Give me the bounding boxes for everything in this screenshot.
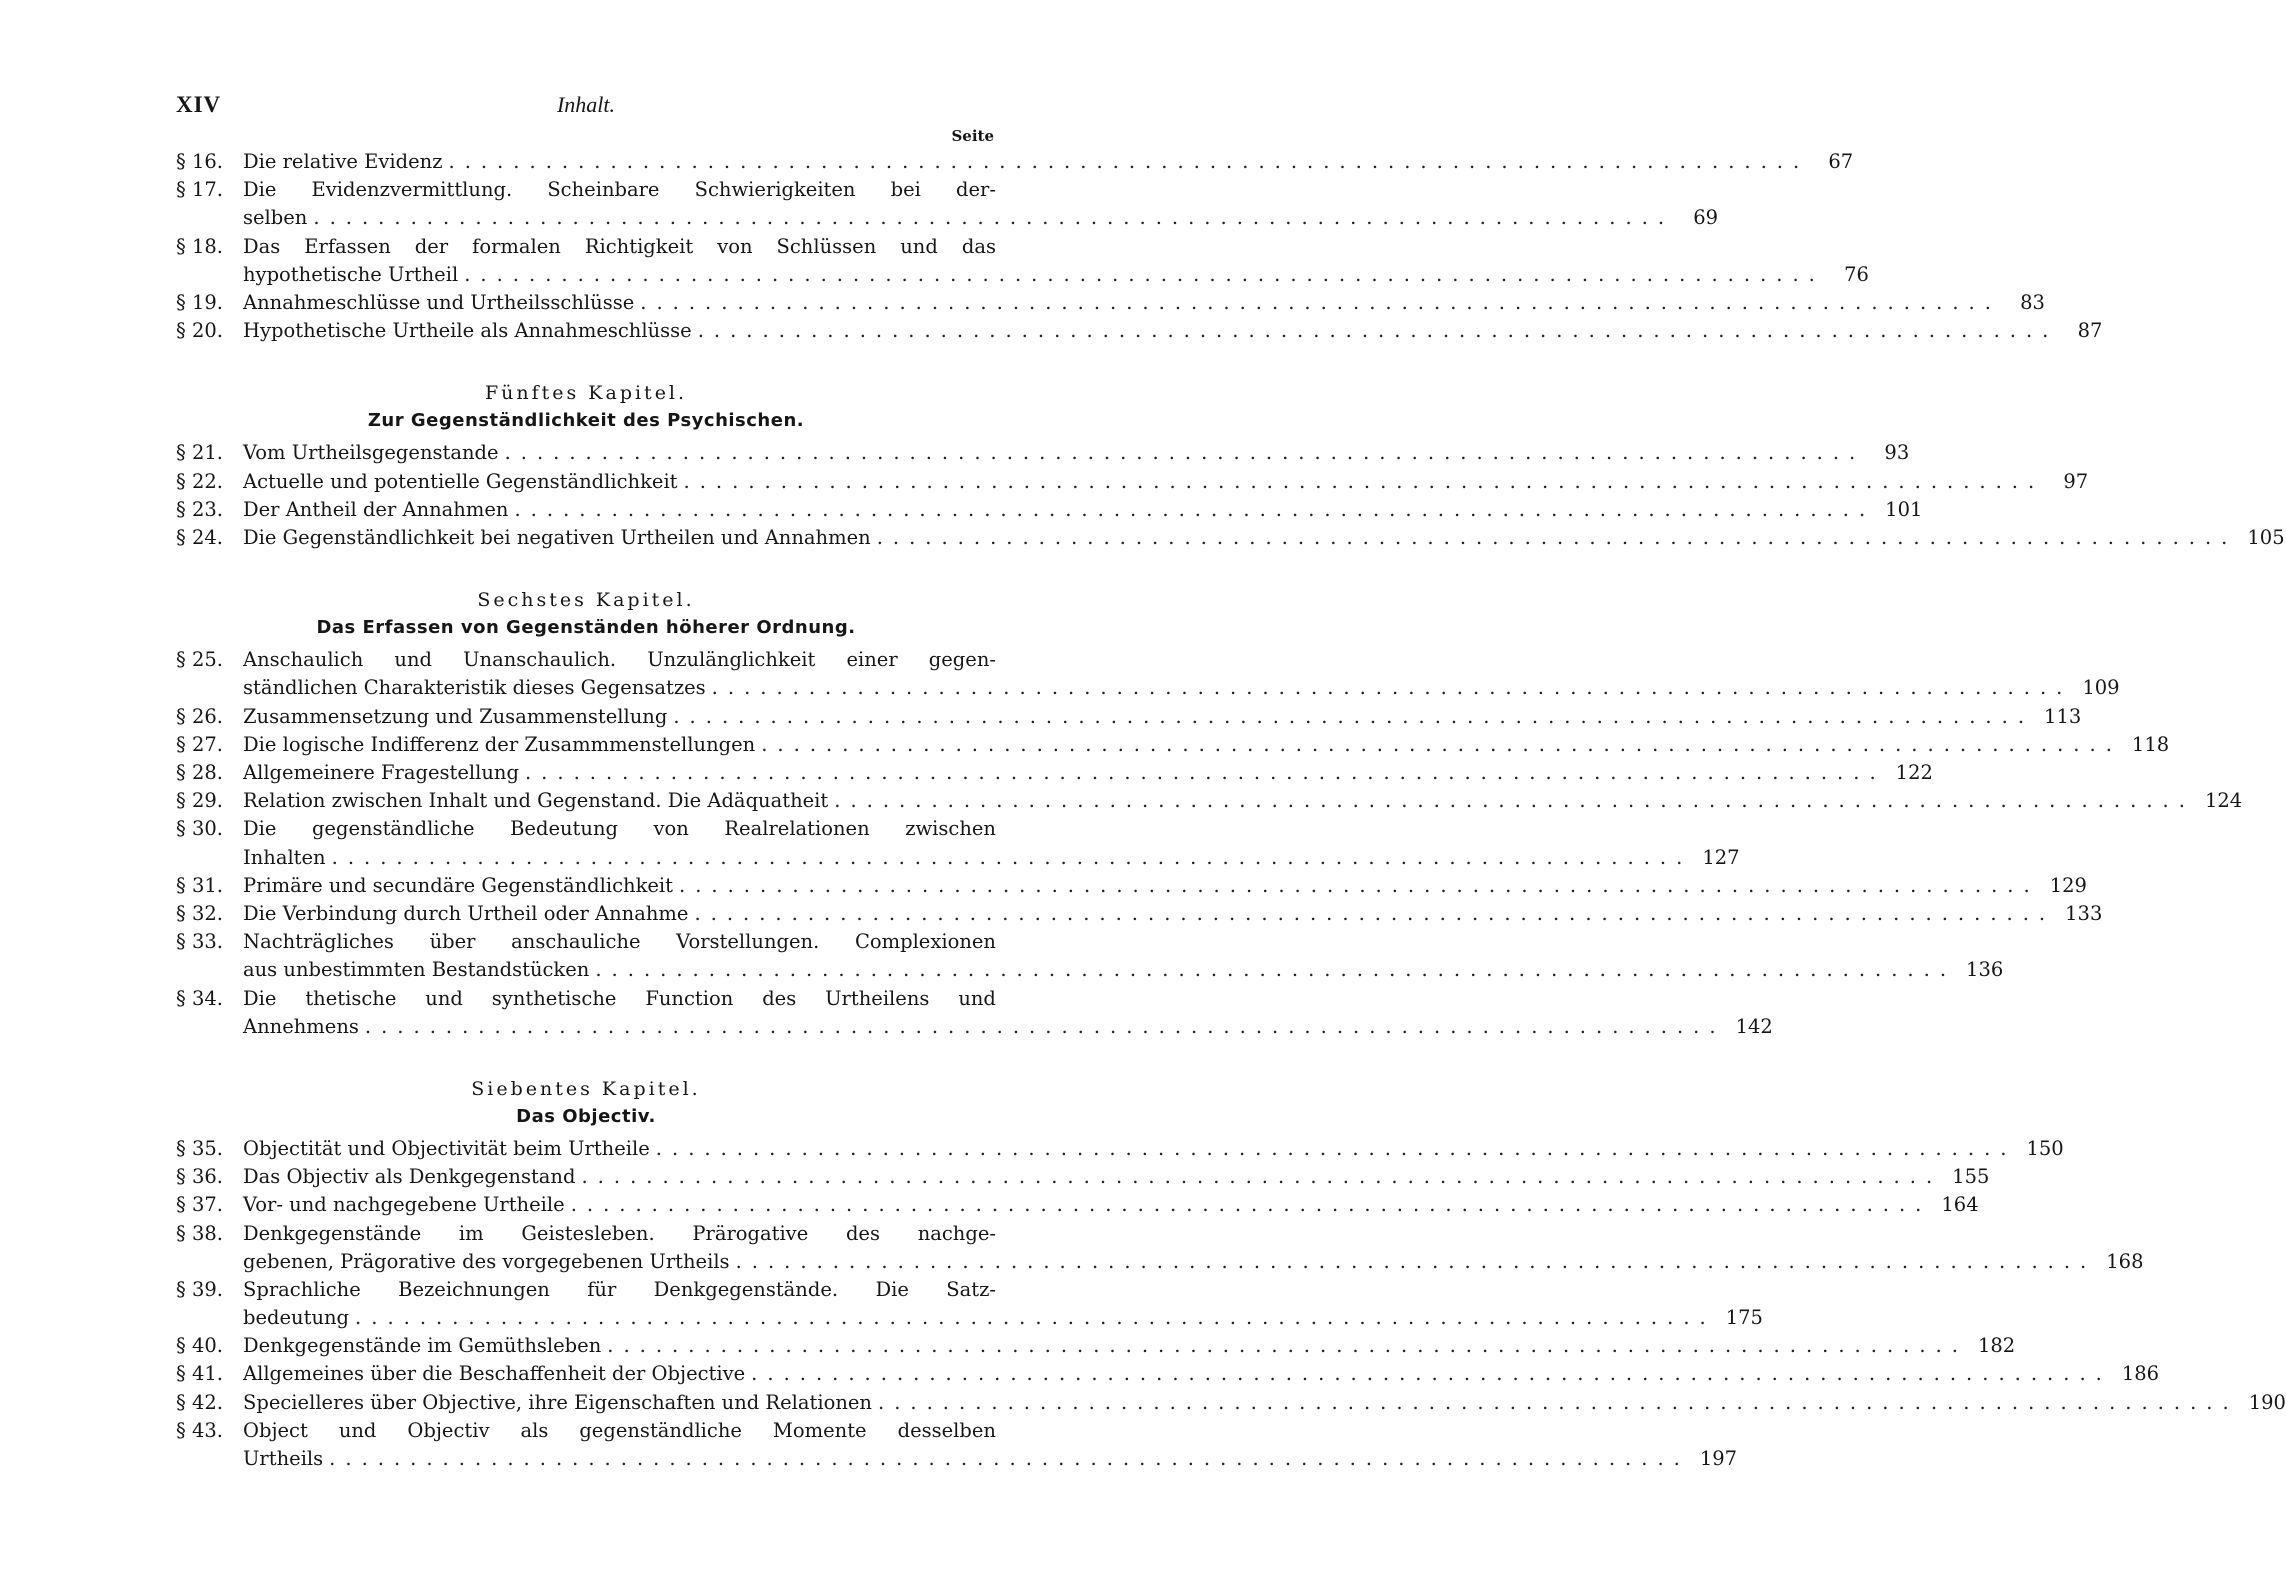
entry-line — [243, 731, 2170, 759]
section-title-text: Die Verbindung durch Urtheil oder Annahme — [243, 901, 689, 925]
page-number: 182 — [1977, 1334, 2016, 1358]
page-number: 67 — [1828, 150, 1854, 173]
page-number: 76 — [1844, 262, 1869, 286]
section-title-text: Die Gegenständlichkeit bei negativen Urtheilen und Annahmen — [243, 525, 871, 549]
section-title-text: Object und Objectiv als gegenständliche Momente desselben — [243, 1418, 996, 1442]
entry-line — [243, 900, 2103, 928]
entry-line — [243, 204, 1719, 232]
section-title-text: Urtheils — [243, 1447, 324, 1471]
toc-entry[interactable] — [176, 1220, 2144, 1276]
entry-line — [243, 1417, 996, 1445]
section-number: § 39. — [176, 1277, 223, 1301]
entry-line — [243, 1332, 2016, 1360]
dot-leader: .................................................................................... — [514, 497, 1876, 521]
section-title-text: Sprachliche Bezeichnungen für Denkgegenstände. Die Satz- — [243, 1277, 996, 1301]
page-number: 136 — [1966, 958, 2004, 982]
section-number: § 29. — [176, 789, 223, 813]
dot-leader: .................................................................................... — [834, 789, 2195, 813]
entry-line — [243, 674, 2120, 702]
chapter-title: Zur Gegenständlichkeit des Psychischen. — [367, 410, 805, 432]
section-title-text: Allgemeinere Fragestellung — [243, 760, 519, 784]
dot-leader: .................................................................................... — [570, 1193, 1932, 1217]
section-number: § 36. — [176, 1165, 223, 1189]
toc-entry[interactable] — [176, 787, 2243, 815]
section-number: § 21. — [176, 441, 223, 465]
section-title-text: Allgemeines über die Beschaffenheit der Objective — [243, 1362, 746, 1386]
entry-line — [243, 439, 1910, 467]
section-number: § 16. — [176, 150, 223, 173]
section-title-text: Die thetische und synthetische Function des Urtheilens und — [243, 986, 996, 1010]
entry-line — [243, 1276, 996, 1304]
section-number: § 31. — [176, 873, 223, 897]
page-number: 142 — [1735, 1014, 1773, 1038]
section-title-text: aus unbestimmten Bestandstücken — [243, 958, 590, 982]
dot-leader: .................................................................................... — [655, 1136, 2017, 1160]
toc-entry[interactable] — [176, 1163, 1990, 1191]
page-number: 118 — [2131, 732, 2170, 756]
section-title-text: Anschaulich und Unanschaulich. Unzulänglichkeit einer gegen- — [243, 648, 996, 672]
section-number: § 41. — [176, 1362, 223, 1386]
toc-group — [176, 1075, 2286, 1473]
dot-leader: .................................................................................... — [364, 1014, 1726, 1038]
entry-line — [243, 261, 1869, 289]
entry-line — [243, 496, 1923, 524]
toc-entry[interactable] — [176, 439, 1910, 467]
section-title-text: Das Objectiv als Denkgegenstand — [243, 1165, 576, 1189]
entry-line — [243, 1360, 2160, 1388]
toc-entry[interactable] — [176, 496, 1923, 524]
page-number: 83 — [2020, 290, 2045, 314]
section-title-text: Relation zwischen Inhalt und Gegenstand. Die Adäquatheit — [243, 789, 829, 813]
chapter-heading — [176, 1075, 996, 1131]
toc-entry[interactable] — [176, 928, 2004, 984]
section-title-text: Vor- und nachgegebene Urtheile — [243, 1193, 565, 1217]
section-number: § 42. — [176, 1390, 223, 1414]
running-head — [176, 92, 996, 122]
entry-line — [243, 956, 2004, 984]
entry-line — [243, 1163, 1990, 1191]
section-number: § 38. — [176, 1221, 223, 1245]
section-title-text: hypothetische Urtheil — [243, 262, 459, 286]
section-title-text: Zusammensetzung und Zusammenstellung — [243, 704, 668, 728]
dot-leader: .................................................................................... — [504, 441, 1866, 465]
page-number: 69 — [1693, 206, 1719, 230]
section-number: § 30. — [176, 817, 223, 841]
toc-entry[interactable] — [176, 1191, 1979, 1219]
entry-line — [243, 1445, 1738, 1473]
entry-line — [243, 759, 1933, 787]
toc-entry[interactable] — [176, 1276, 1763, 1332]
dot-leader: .................................................................................... — [683, 469, 2045, 493]
dot-leader: .................................................................................... — [640, 290, 2001, 314]
chapter-title: Das Erfassen von Gegenständen höherer Ordnung. — [316, 617, 856, 639]
section-title-text: Hypothetische Urtheile als Annahmeschlüsse — [243, 319, 692, 343]
section-title-text: Primäre und secundäre Gegenständlichkeit — [243, 873, 673, 897]
entry-line — [243, 317, 2103, 345]
section-title-text: Das Erfassen der formalen Richtigkeit von Schlüssen und das — [243, 234, 996, 258]
section-number: § 17. — [176, 178, 223, 202]
entry-line — [243, 787, 2243, 815]
page-number: 127 — [1702, 845, 1740, 869]
page-folio: XIV — [176, 92, 222, 117]
section-number: § 23. — [176, 497, 223, 521]
page-number: 175 — [1725, 1306, 1763, 1330]
dot-leader: .................................................................................... — [524, 760, 1886, 784]
entry-line — [243, 815, 996, 843]
entry-line — [243, 524, 2285, 552]
page-number: 150 — [2026, 1136, 2064, 1160]
toc-entry[interactable] — [176, 233, 1869, 289]
section-number: § 40. — [176, 1334, 223, 1358]
entry-line — [243, 1220, 996, 1248]
toc-entry[interactable] — [176, 872, 2087, 900]
chapter-number: Fünftes Kapitel. — [484, 382, 688, 405]
page-number: 109 — [2082, 676, 2120, 700]
dot-leader: .................................................................................... — [581, 1165, 1943, 1189]
toc-entry[interactable] — [176, 1389, 2286, 1417]
entry-line — [243, 872, 2087, 900]
section-title-text: Objectität und Objectivität beim Urtheile — [243, 1136, 650, 1160]
dot-leader: .................................................................................... — [329, 1447, 1690, 1471]
toc-entry[interactable] — [176, 468, 2089, 496]
page-number: 87 — [2077, 319, 2103, 343]
toc-entry[interactable] — [176, 1360, 2160, 1388]
dot-leader: .................................................................................... — [679, 873, 2040, 897]
dot-leader: .................................................................................... — [735, 1249, 2097, 1273]
entry-line — [243, 703, 2082, 731]
section-title-text: gebenen, Prägorative des vorgegebenen Urtheils — [243, 1249, 730, 1273]
page-number: 197 — [1699, 1447, 1738, 1471]
section-title-text: Nachträgliches über anschauliche Vorstellungen. Complexionen — [243, 930, 996, 954]
entry-line — [243, 985, 996, 1013]
page-number: 164 — [1941, 1193, 1979, 1217]
entry-line — [243, 844, 1740, 872]
dot-leader: .................................................................................... — [761, 732, 2122, 756]
toc-entry[interactable] — [176, 759, 1933, 787]
toc-entry[interactable] — [176, 1135, 2064, 1163]
chapter-heading — [176, 379, 996, 435]
section-number: § 33. — [176, 930, 223, 954]
toc-entry[interactable] — [176, 646, 2120, 702]
page-number: 168 — [2106, 1249, 2144, 1273]
entry-line — [243, 1304, 1763, 1332]
section-title-text: Inhalten — [243, 845, 326, 869]
page-number: 133 — [2065, 901, 2103, 925]
page-number: 124 — [2204, 789, 2243, 813]
entry-line — [243, 233, 996, 261]
dot-leader: .................................................................................... — [355, 1306, 1716, 1330]
entry-line — [243, 1191, 1979, 1219]
dot-leader: .................................................................................... — [448, 150, 1810, 173]
dot-leader: .................................................................................... — [607, 1334, 1968, 1358]
section-number: § 34. — [176, 986, 223, 1010]
section-title-text: Annehmens — [243, 1014, 359, 1038]
chapter-title: Das Objectiv. — [516, 1105, 656, 1127]
section-number: § 27. — [176, 732, 223, 756]
dot-leader: .................................................................................... — [751, 1362, 2112, 1386]
page-number: 155 — [1952, 1165, 1990, 1189]
dot-leader: .................................................................................... — [313, 206, 1675, 230]
dot-leader: .................................................................................... — [595, 958, 1957, 982]
section-number: § 19. — [176, 290, 223, 314]
entry-line — [243, 1013, 1773, 1041]
toc-entry[interactable] — [176, 900, 2103, 928]
toc-entry[interactable] — [176, 815, 1740, 871]
toc-entry[interactable] — [176, 985, 1773, 1041]
section-title-text: Die gegenständliche Bedeutung von Realrelationen zwischen — [243, 817, 996, 841]
entry-line — [243, 1389, 2286, 1417]
seite-column-label: Seite — [951, 127, 994, 145]
dot-leader: .................................................................................... — [331, 845, 1693, 869]
section-title-text: Vom Urtheilsgegenstande — [243, 441, 499, 465]
dot-leader: .................................................................................... — [711, 676, 2073, 700]
page-number: 122 — [1895, 760, 1933, 784]
section-title-text: Denkgegenstände im Geistesleben. Prärogative des nachge- — [243, 1221, 996, 1245]
section-title-text: Der Antheil der Annahmen — [243, 497, 509, 521]
entry-line — [243, 176, 996, 204]
chapter-heading — [176, 586, 996, 642]
page-number: 101 — [1885, 497, 1923, 521]
section-number: § 35. — [176, 1136, 223, 1160]
section-number: § 25. — [176, 648, 223, 672]
chapter-number: Siebentes Kapitel. — [471, 1077, 701, 1100]
dot-leader: .................................................................................... — [694, 901, 2056, 925]
section-title-text: Denkgegenstände im Gemüthsleben — [243, 1334, 602, 1358]
section-number: § 20. — [176, 319, 223, 343]
entry-line — [243, 468, 2089, 496]
page-number: 129 — [2049, 873, 2087, 897]
section-number: § 32. — [176, 901, 223, 925]
entry-line — [243, 646, 996, 674]
page-number: 113 — [2044, 704, 2082, 728]
toc-entry[interactable] — [176, 731, 2170, 759]
page-number: 105 — [2247, 525, 2285, 549]
page-number: 190 — [2248, 1390, 2286, 1414]
dot-leader: .................................................................................... — [464, 262, 1825, 286]
toc-entry[interactable] — [176, 1417, 1738, 1473]
section-number: § 37. — [176, 1193, 223, 1217]
toc-group — [176, 379, 2285, 552]
toc-entry[interactable] — [176, 703, 2082, 731]
page-number: 93 — [1884, 441, 1910, 465]
table-of-contents — [176, 124, 2286, 1473]
toc-entry[interactable] — [176, 148, 1854, 176]
section-title-text: ständlichen Charakteristik dieses Gegensatzes — [243, 676, 706, 700]
dot-leader: .................................................................................... — [697, 319, 2059, 343]
section-title-text: Annahmeschlüsse und Urtheilsschlüsse — [243, 290, 635, 314]
entry-line — [243, 148, 1854, 176]
toc-entry[interactable] — [176, 289, 2045, 317]
section-number: § 22. — [176, 469, 223, 493]
toc-entry[interactable] — [176, 176, 1719, 232]
section-title-text: Die logische Indifferenz der Zusammmenstellungen — [243, 732, 756, 756]
section-title-text: Specielleres über Objective, ihre Eigenschaften und Relationen — [243, 1390, 872, 1414]
section-title-text: Actuelle und potentielle Gegenständlichkeit — [243, 469, 678, 493]
section-title-text: selben — [243, 206, 308, 230]
section-title-text: Die Evidenzvermittlung. Scheinbare Schwierigkeiten bei der- — [243, 178, 996, 202]
section-number: § 28. — [176, 760, 223, 784]
toc-group — [176, 586, 2243, 1041]
section-number: § 18. — [176, 234, 223, 258]
dot-leader: .................................................................................... — [878, 1390, 2239, 1414]
section-number: § 26. — [176, 704, 223, 728]
toc-entry[interactable] — [176, 524, 2285, 552]
running-title: Inhalt. — [556, 92, 616, 117]
section-number: § 24. — [176, 525, 223, 549]
dot-leader: .................................................................................... — [673, 704, 2035, 728]
section-number: § 43. — [176, 1418, 223, 1442]
page-number: 97 — [2063, 469, 2089, 493]
section-title-text: bedeutung — [243, 1306, 350, 1330]
entry-line — [243, 289, 2045, 317]
toc-entry[interactable] — [176, 317, 2103, 345]
entry-line — [243, 1248, 2144, 1276]
toc-entry[interactable] — [176, 1332, 2016, 1360]
section-title-text: Die relative Evidenz — [243, 150, 443, 173]
page-number: 186 — [2121, 1362, 2160, 1386]
dot-leader: .................................................................................... — [876, 525, 2238, 549]
chapter-number: Sechstes Kapitel. — [477, 589, 695, 612]
entry-line — [243, 928, 996, 956]
entry-line — [243, 1135, 2064, 1163]
toc-group — [176, 148, 2103, 345]
